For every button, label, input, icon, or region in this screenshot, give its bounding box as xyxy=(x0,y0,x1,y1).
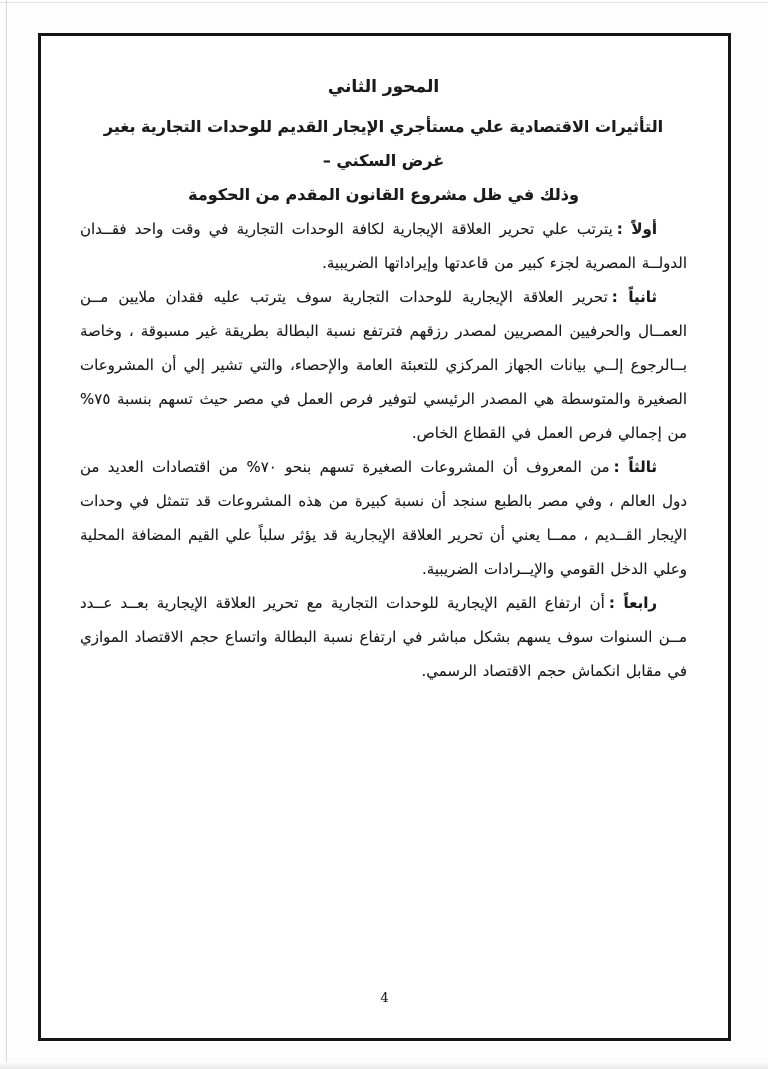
paragraph-3-text: من المعروف أن المشروعات الصغيرة تسهم بنحو ٧٠% من اقتصادات العديد من دول العالم ، وفي مصر بالطبع سنجد أن نسبة كبيرة من هذه المشروعات قد تتمثل في وحدات الإيجار القــديم ، ممــا يعني أن تحرير العلاقة الإيجارية قد يؤثر سلباً علي القيم المضافة المحلية وعلي الدخل القومي والإيــرادات الضريبية. xyxy=(80,458,687,578)
paragraph-2-label: ثانياً : xyxy=(611,288,658,306)
body-paragraph-1 xyxy=(80,212,687,280)
body-paragraph-2 xyxy=(80,280,687,450)
paragraph-1-text: يترتب علي تحرير العلاقة الإيجارية لكافة الوحدات التجارية في وقت واحد فقــدان الدولــة المصرية لجزء كبير من قاعدتها وإيراداتها الضريبية. xyxy=(80,220,687,272)
paragraph-4-text: أن ارتفاع القيم الإيجارية للوحدات التجارية مع تحرير العلاقة الإيجارية بعــد عــدد مــن السنوات سوف يسهم بشكل مباشر في ارتفاع نسبة البطالة واتساع حجم الاقتصاد الموازي في مقابل انكماش حجم الاقتصاد الرسمي. xyxy=(80,594,687,680)
scan-edge-bottom xyxy=(0,1062,768,1069)
scan-edge-top xyxy=(0,2,768,3)
document-border-frame xyxy=(38,33,731,1041)
page-number: 4 xyxy=(380,991,389,1006)
paragraph-2-text: تحرير العلاقة الإيجارية للوحدات التجارية سوف يترتب عليه فقدان ملايين مــن العمــال والحرفيين المصريين لمصدر رزقهم فترتفع نسبة البطالة بطريقة غير مسبوقة ، وخاصة بــالرجوع إلــي بيانات الجهاز المركزي للتعبئة العامة والإحصاء، والتي تشير إلي أن المشروعات الصغيرة والمتوسطة هي المصدر الرئيسي لتوفير فرص العمل في مصر حيث تسهم بنسبة ٧٥% من إجمالي فرص العمل في القطاع الخاص. xyxy=(80,288,687,442)
body-paragraph-3 xyxy=(80,450,687,586)
paragraph-1-label: أولاً : xyxy=(616,220,657,238)
paragraph-4-label: رابعاً : xyxy=(608,594,657,612)
body-paragraph-4 xyxy=(80,586,687,688)
section-subtitle-line-2: وذلك في ظل مشروع القانون المقدم من الحكومة xyxy=(188,185,579,204)
section-subtitle-line-1: التأثيرات الاقتصادية علي مستأجري الإيجار القديم للوحدات التجارية بغير غرض السكني – xyxy=(103,117,664,170)
section-heading: المحور الثاني xyxy=(327,77,440,97)
document-content xyxy=(41,36,728,1038)
scan-edge-left xyxy=(6,0,7,1069)
paragraph-3-label: ثالثاً : xyxy=(613,458,657,476)
